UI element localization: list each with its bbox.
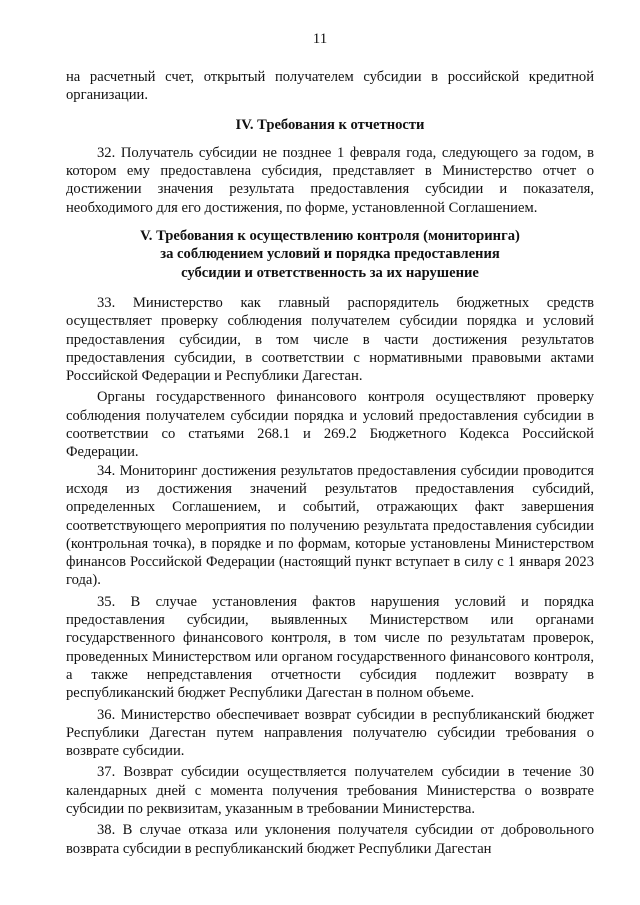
paragraph-38: 38. В случае отказа или уклонения получателя субсидии от добровольного возврата субсидии в республиканский бюджет Республики Дагестан — [66, 822, 594, 857]
paragraph-35: 35. В случае установления фактов нарушения условий и порядка предоставления субсидии, выявленных Министерством или органами государственного финансового контроля, в том числе по результатам проверок, проведенных Министерством или органом государственного финансового контроля, а также непредставления отчетности субсидия подлежит возврату в республиканский бюджет Республики Дагестан в полном объеме. — [66, 593, 594, 702]
section-heading-5 — [66, 227, 594, 282]
page-number: 11 — [312, 31, 328, 47]
paragraph-intro: на расчетный счет, открытый получателем субсидии в российской кредитной организации. — [66, 69, 594, 104]
section-heading-5-line-3: субсидии и ответственность за их нарушение — [181, 264, 479, 281]
section-heading-5-line-1: V. Требования к осуществлению контроля (мониторинга) — [140, 228, 520, 245]
paragraph-33: 33. Министерство как главный распорядитель бюджетных средств осуществляет проверку соблюдения получателем субсидии порядка и условий предоставления субсидии, в том числе в части достижения результатов предоставления субсидии, в соответствии с нормативными правовыми актами Российской Федерации и Республики Дагестан. — [66, 294, 594, 385]
paragraph-36: 36. Министерство обеспечивает возврат субсидии в республиканский бюджет Республики Дагестан путем направления получателю субсидии требования о возврате субсидии. — [66, 706, 594, 760]
section-heading-4: IV. Требования к отчетности — [235, 116, 425, 133]
section-heading-5-line-2: за соблюдением условий и порядка предоставления — [160, 246, 500, 263]
paragraph-33-b: Органы государственного финансового контроля осуществляют проверку соблюдения получателем субсидии порядка и условий предоставления субсидии в соответствии со статьями 268.1 и 269.2 Бюджетного Кодекса Российской Федерации. — [66, 389, 594, 461]
paragraph-32: 32. Получатель субсидии не позднее 1 февраля года, следующего за годом, в котором ему предоставлена субсидия, представляет в Министерство отчет о достижении значения результата предоставления субсидии и показателя, необходимого для его достижения, по форме, установленной Соглашением. — [66, 144, 594, 216]
paragraph-37: 37. Возврат субсидии осуществляется получателем субсидии в течение 30 календарных дней с момента получения требования Министерства о возврате субсидии по реквизитам, указанным в требовании Министерства. — [66, 764, 594, 817]
document-body — [66, 68, 594, 858]
paragraph-34: 34. Мониторинг достижения результатов предоставления субсидии проводится исходя из достижения значений результатов предоставления субсидий, определенных Соглашением, и событий, отражающих факт завершения соответствующего мероприятия по получению результата предоставления субсидии (контрольная точка), в порядке и по формам, которые установлены Министерством финансов Российской Федерации (настоящий пункт вступает в силу с 1 января 2023 года). — [66, 462, 594, 589]
